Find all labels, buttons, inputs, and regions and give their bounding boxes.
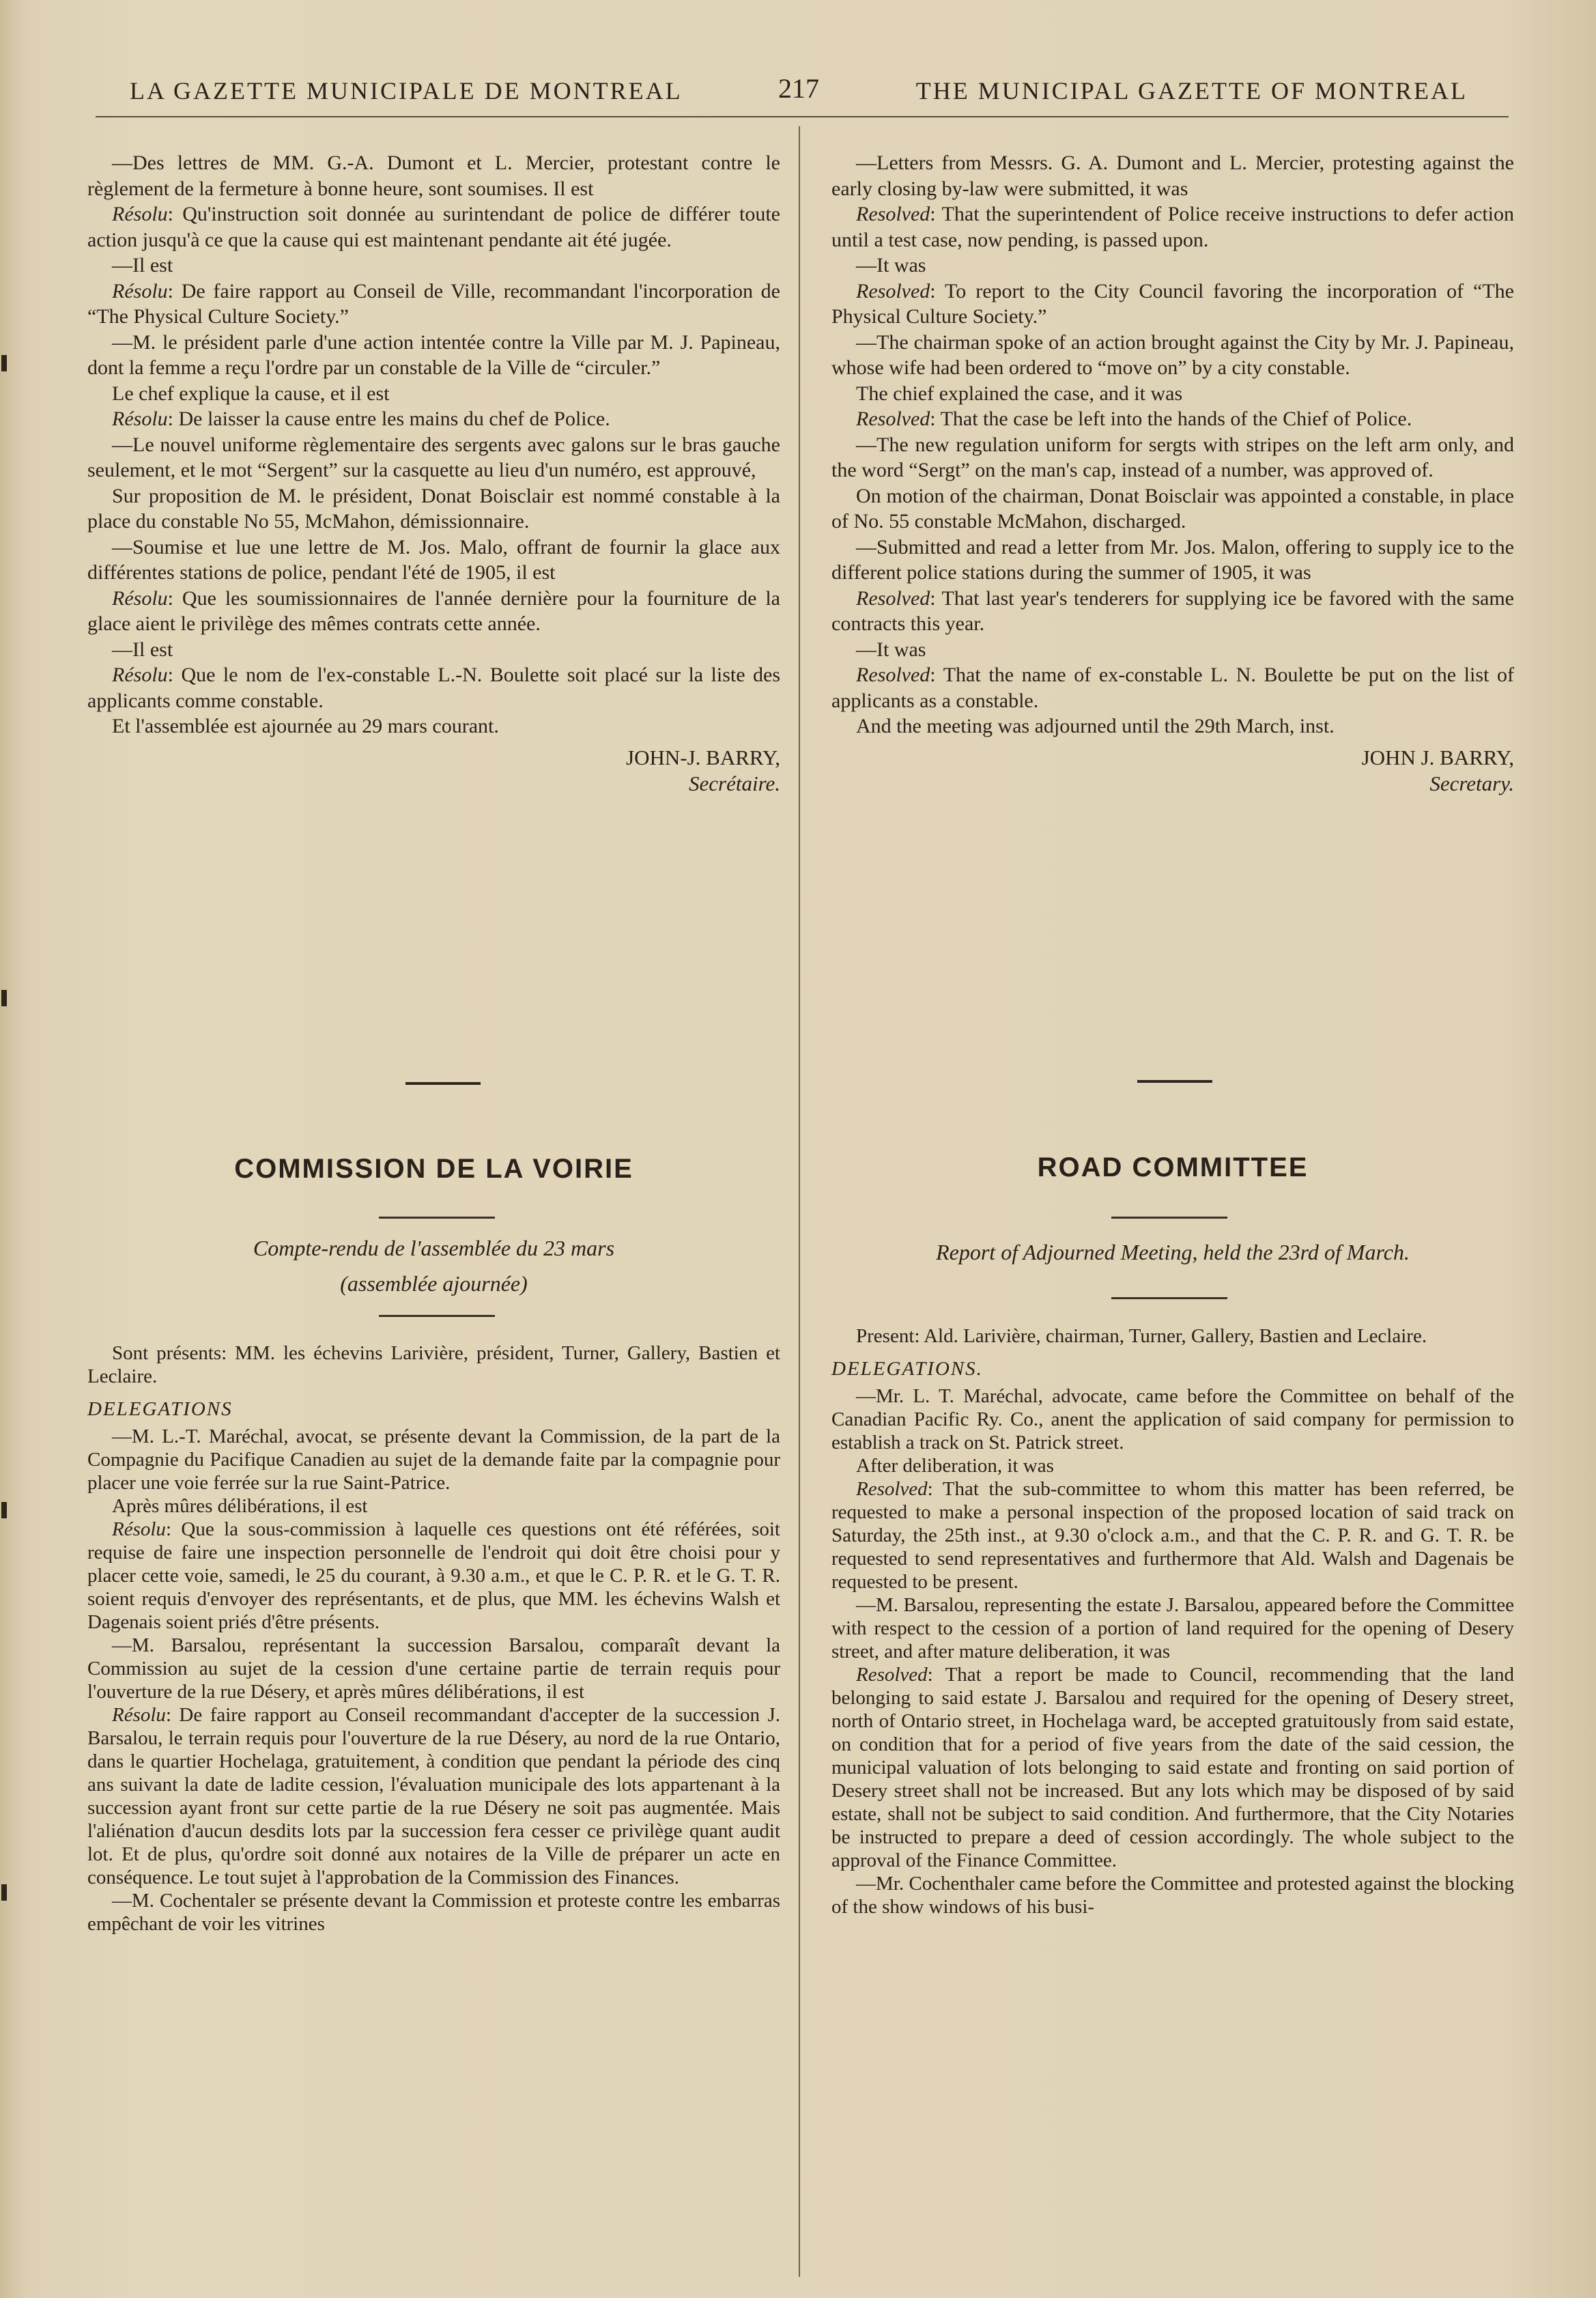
margin-mark [1,355,7,371]
resolution-label: Resolved [856,664,930,686]
resolution-label: Résolu [112,586,168,610]
title-rule [1111,1217,1227,1219]
paragraph: Resolved: That last year's tenderers for supplying ice be favored with the same contracts this year. [831,586,1514,635]
title-rule [379,1315,495,1317]
section-subtitle-french [87,1230,780,1301]
paragraph: Sur proposition de M. le président, Donat Boisclair est nommé constable à la place du constable No 55, McMahon, démissionnaire. [87,484,780,533]
resolution-label: Résolu [112,203,168,225]
paragraph: —M. L.-T. Maréchal, avocat, se présente devant la Commission, de la part de la Compagnie du Pacifique Canadien au sujet de la demande faite par la compagnie pour placer une voie ferrée sur la rue Saint-Patrice. [87,1425,780,1494]
resolution-label: Resolved [856,586,930,610]
signature-title: Secrétaire. [689,771,780,795]
paragraph: On motion of the chairman, Donat Boisclair was appointed a constable, in place of No. 55 constable McMahon, discharged. [831,484,1514,533]
paragraph: And the meeting was adjourned until the 29th March, inst. [856,715,1335,737]
resolution-label: Résolu [112,1518,166,1540]
paragraph: Résolu: Que la sous-commission à laquelle ces questions ont été référées, soit requise de faire une inspection personnelle de l'endroit qui doit être choisi pour y placer cette voie, samedi, le 25 du courant, à 9.30 a.m., et que le C. P. R. et le G. T. R. soient requis d'envoyer des représentants, et de plus, que MM. les échevins Walsh et Dagenais soient priés d'être présents. [87,1518,780,1633]
resolution-label: Résolu [112,279,168,302]
paragraph: —Le nouvel uniforme règlementaire des sergents avec galons sur le bras gauche seulement, et le mot “Sergent” sur la casquette au lieu d'un numéro, est approuvé, [87,433,780,481]
resolution-label: Resolved [856,408,930,430]
paragraph: —Il est [112,638,173,661]
paragraph: After deliberation, it was [856,1455,1054,1477]
paragraph: Résolu: De laisser la cause entre les mains du chef de Police. [112,408,610,430]
section-separator [1137,1080,1212,1083]
paragraph: —M. Barsalou, représentant la succession Barsalou, comparaît devant la Commission au sujet de la cession d'une certaine partie de terrain requis pour l'ouverture de la rue Désery, et après mûres délibérations, il est [87,1634,780,1703]
section-title-english: ROAD COMMITTEE [1037,1152,1309,1182]
paragraph: Le chef explique la cause, et il est [112,382,390,405]
title-rule [379,1217,495,1219]
section-subtitle-english [831,1234,1514,1270]
resolution-label: Resolved [856,1664,928,1686]
paragraph: Après mûres délibérations, il est [112,1495,368,1517]
margin-mark [1,1884,7,1901]
header-english-title: THE MUNICIPAL GAZETTE OF MONTREAL [915,77,1468,104]
header-french-title: LA GAZETTE MUNICIPALE DE MONTREAL [130,77,683,104]
subtitle-line: Report of Adjourned Meeting, held the 23rd of March. [936,1240,1410,1264]
paragraph: —Submitted and read a letter from Mr. Jos. Malon, offering to supply ice to the different police stations during the summer of 1905, it was [831,535,1514,584]
paragraph: Résolu: De faire rapport au Conseil recommandant d'accepter de la succession J. Barsalou, le terrain requis pour l'ouverture de la rue Désery, au nord de la rue Ontario, dans le quartier Hochelaga, gratuitement, à condition que pendant la période des cinq ans suivant la date de ladite cession, l'évaluation municipale des lots appartenant à la succession ayant front sur cette partie de la rue Désery ne soit pas augmentée. Mais l'aliénation d'aucun desdits lots par la succession fera cesser ce privilège quant audit lot. Et de plus, qu'ordre soit donné aux notaires de la Ville de préparer un acte en conséquence. Le tout sujet à l'approbation de la Commission des Finances. [87,1704,780,1888]
paragraph: Résolu: Qu'instruction soit donnée au surintendant de police de différer toute action jusqu'à ce que la cause qui est maintenant pendante ait été jugée. [87,203,780,251]
present-members: Present: Ald. Larivière, chairman, Turner, Gallery, Bastien and Leclaire. [856,1325,1427,1347]
paragraph: —The chairman spoke of an action brought against the City by Mr. J. Papineau, whose wife had been ordered to “move on” by a city constable. [831,330,1514,379]
paragraph: —Des lettres de MM. G.-A. Dumont et L. Mercier, protestant contre le règlement de la fermeture à bonne heure, sont soumises. Il est [87,152,780,200]
french-road-committee-report [87,1342,780,1935]
paragraph: —Letters from Messrs. G. A. Dumont and L. Mercier, protesting against the early closing by-law were submitted, it was [831,152,1514,200]
paragraph: —Mr. L. T. Maréchal, advocate, came before the Committee on behalf of the Canadian Pacific Ry. Co., anent the application of said company for permission to establish a track on St. Patrick street. [831,1385,1514,1453]
paragraph: Resolved: That the sub-committee to whom this matter has been referred, be requested to make a personal inspection of the proposed location of said track on Saturday, the 25th inst., at 9.30 o'clock a.m., and that the C. P. R. and G. T. R. be requested to send representatives and furthermore that Ald. Walsh and Dagenais be requested to be present. [831,1478,1514,1593]
resolution-label: Résolu [112,664,168,686]
paragraph: —M. Cochentaler se présente devant la Commission et proteste contre les embarras empêchant de voir les vitrines [87,1890,780,1935]
signature-title: Secretary. [1429,771,1514,795]
paragraph: Resolved: To report to the City Council favoring the incorporation of “The Physical Culture Society.” [831,279,1514,328]
paragraph: The chief explained the case, and it was [856,382,1183,405]
margin-mark [1,990,7,1006]
paragraph: Resolved: That a report be made to Council, recommending that the land belonging to said estate J. Barsalou and required for the opening of Desery street, north of Ontario street, in Hochelaga ward, be accepted gratuitously from said estate, on condition that for a period of five years from the date of the said cession, the municipal valuation of lots belonging to said estate and fronting on said portion of Desery street shall not be increased. But any lots which may be disposed of by said estate, shall not be subject to said condition. And furthermore, that the City Notaries be instructed to prepare a deed of cession accordingly. The whole subject to the approval of the Finance Committee. [831,1664,1514,1871]
paragraph: Resolved: That the name of ex-constable L. N. Boulette be put on the list of applicants as a constable. [831,664,1514,712]
paragraph: —Mr. Cochenthaler came before the Committee and protested against the blocking of the show windows of his busi- [831,1873,1514,1918]
resolution-label: Resolved [856,1478,928,1500]
page-header [130,73,1468,115]
signature-name: JOHN-J. BARRY, [626,745,780,769]
paragraph: Résolu: Que les soumissionnaires de l'année dernière pour la fourniture de la glace aient le privilège des mêmes contrats cette année. [87,586,780,635]
margin-mark [1,1502,7,1518]
subtitle-line: (assemblée ajournée) [340,1271,528,1296]
header-rule [96,116,1509,117]
resolution-label: Resolved [856,203,930,225]
title-rule [1111,1297,1227,1299]
paragraph: Résolu: Que le nom de l'ex-constable L.-N. Boulette soit placé sur la liste des applicants comme constable. [87,664,780,712]
paragraph: —It was [856,254,926,276]
resolution-label: Résolu [112,1704,166,1726]
paragraph: Résolu: De faire rapport au Conseil de Ville, recommandant l'incorporation de “The Physical Culture Society.” [87,279,780,328]
paragraph: —Soumise et lue une lettre de M. Jos. Malo, offrant de fournir la glace aux différentes stations de police, pendant l'été de 1905, il est [87,535,780,584]
page-number: 217 [778,73,819,104]
section-separator [405,1082,481,1085]
column-divider [799,126,800,2277]
paragraph: Et l'assemblée est ajournée au 29 mars courant. [112,715,499,737]
resolution-label: Résolu [112,408,168,430]
signature-name: JOHN J. BARRY, [1361,745,1514,769]
delegations-heading: DELEGATIONS [87,1398,233,1420]
english-road-committee-report [831,1324,1514,1918]
paragraph: —It was [856,638,926,661]
paragraph: Resolved: That the superintendent of Police receive instructions to defer action until a test case, now pending, is passed upon. [831,203,1514,251]
paragraph: —M. le président parle d'une action intentée contre la Ville par M. J. Papineau, dont la femme a reçu l'ordre par un constable de la Ville de “circuler.” [87,330,780,379]
subtitle-line: Compte-rendu de l'assemblée du 23 mars [253,1236,615,1260]
section-title-french: COMMISSION DE LA VOIRIE [234,1154,633,1184]
present-members: Sont présents: MM. les échevins Larivière, président, Turner, Gallery, Bastien et Leclaire. [87,1342,780,1387]
resolution-label: Resolved [856,279,930,302]
english-police-minutes [831,150,1514,796]
french-police-minutes [87,150,780,796]
delegations-heading: DELEGATIONS. [831,1358,983,1380]
paragraph: —The new regulation uniform for sergts with stripes on the left arm only, and the word “Sergt” on the man's cap, instead of a number, was approved of. [831,433,1514,481]
paragraph: —M. Barsalou, representing the estate J. Barsalou, appeared before the Committee with respect to the cession of a portion of land required for the opening of Desery street, and after mature deliberation, it was [831,1594,1514,1662]
paragraph: Resolved: That the case be left into the hands of the Chief of Police. [856,408,1412,430]
paragraph: —Il est [112,254,173,276]
